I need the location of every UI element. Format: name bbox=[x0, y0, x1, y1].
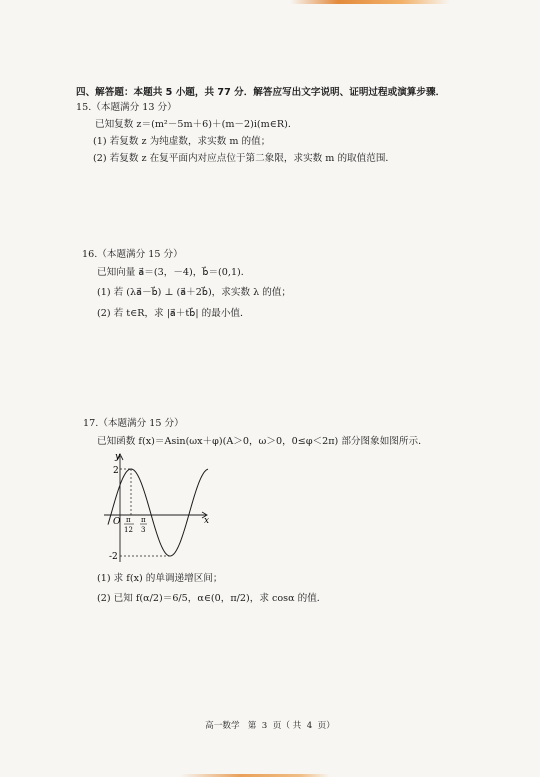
q17-part1: (1) 求 f(x) 的单调递增区间； bbox=[97, 573, 223, 584]
tick2-numerator: π bbox=[141, 516, 146, 524]
x-axis-label: x bbox=[204, 516, 210, 526]
q17-header: 17.（本题满分 15 分） bbox=[83, 418, 184, 429]
q16-stem: 已知向量 a⃗＝(3，－4)，b⃗＝(0,1)． bbox=[97, 267, 251, 278]
tick2-denominator: 3 bbox=[141, 526, 146, 534]
y-max-label: 2 bbox=[113, 466, 119, 476]
section-title: 四、解答题：本题共 5 小题，共 77 分．解答应写出文字说明、证明过程或演算步骤． bbox=[76, 87, 446, 98]
y-axis-label: y bbox=[115, 452, 121, 462]
q16-part1: (1) 若 (λa⃗－b⃗) ⊥ (a⃗＋2b⃗)，求实数 λ 的值； bbox=[97, 287, 292, 298]
q16-part2: (2) 若 t∈R，求 |a⃗＋tb⃗| 的最小值． bbox=[97, 308, 250, 319]
q15-part2: (2) 若复数 z 在复平面内对应点位于第二象限，求实数 m 的取值范围． bbox=[93, 153, 396, 164]
q15-part1: (1) 若复数 z 为纯虚数，求实数 m 的值； bbox=[93, 136, 271, 147]
q17-part2: (2) 已知 f(α/2)＝6/5，α∈(0，π/2)，求 cosα 的值． bbox=[97, 593, 327, 604]
paper-stain-top bbox=[290, 0, 450, 4]
y-min-label: -2 bbox=[109, 552, 118, 562]
q15-stem: 已知复数 z＝(m²－5m＋6)＋(m－2)i(m∈R)． bbox=[95, 119, 298, 130]
function-graph bbox=[100, 450, 230, 570]
origin-label: O bbox=[113, 517, 121, 527]
q16-header: 16.（本题满分 15 分） bbox=[82, 249, 183, 260]
tick1-denominator: 12 bbox=[124, 526, 133, 534]
tick1-numerator: π bbox=[126, 516, 131, 524]
page-footer: 高一数学 第 3 页（ 共 4 页） bbox=[205, 721, 335, 731]
sine-curve bbox=[108, 469, 208, 556]
q17-stem: 已知函数 f(x)＝Asin(ωx＋φ)(A＞0，ω＞0，0≤φ＜2π) 部分图象如图所示． bbox=[97, 436, 428, 447]
q15-header: 15.（本题满分 13 分） bbox=[76, 102, 177, 113]
